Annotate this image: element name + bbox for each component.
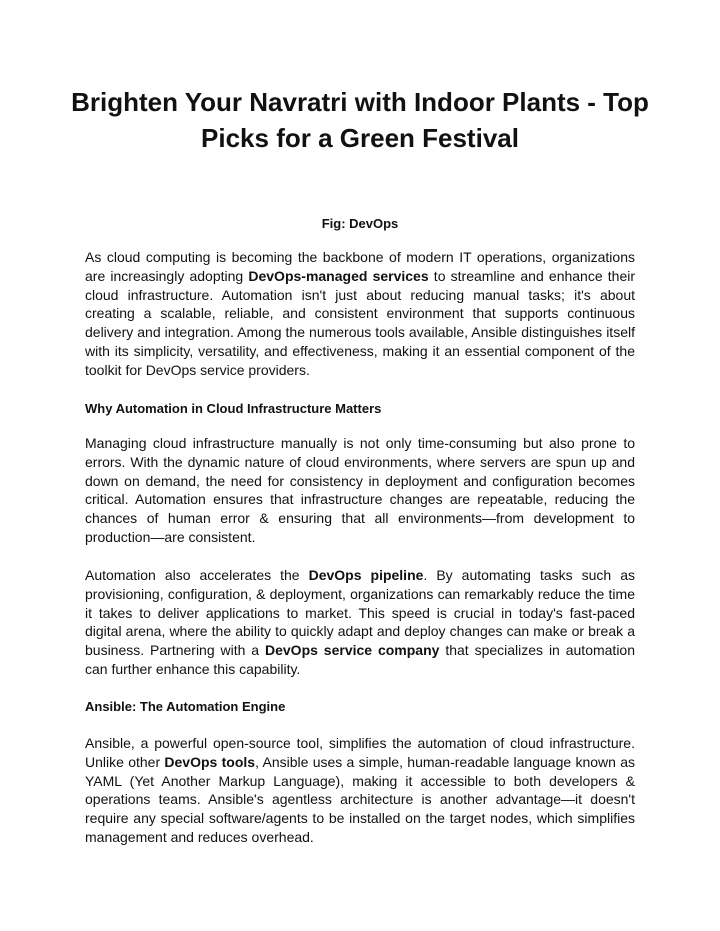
para2-text-1: Automation also accelerates the	[85, 567, 309, 583]
intro-text-2: to streamline and enhance their cloud infrastructure. Automation isn't just about reducing manual tasks; it's about creating a scalable, reliable, and consistent environment that supports continuous delivery and integration. Among the numerous tools available, Ansible distinguishes itself with its simplicity, versatility, and effectiveness, making it an essential component of the toolkit for DevOps service providers.	[85, 267, 636, 378]
ansible-paragraph	[85, 734, 635, 847]
para2-text-3: that specializes in automation can further enhance this capability.	[85, 642, 636, 677]
para2-text-2: . By automating tasks such as provisioning, configuration, & deployment, organizations can remarkably reduce the time it takes to deliver applications to market. This speed is crucial in today's fast-paced digital arena, where the ability to quickly adapt and deploy changes can make or break a business. Partnering with a	[85, 567, 635, 659]
devops-service-company-link[interactable]: DevOps service company	[265, 642, 440, 659]
section-heading-ansible: Ansible: The Automation Engine	[85, 699, 286, 714]
devops-managed-services-link[interactable]: DevOps-managed services	[248, 267, 429, 284]
page-title: Brighten Your Navratri with Indoor Plants - Top Picks for a Green Festival	[71, 87, 649, 153]
devops-tools-link[interactable]: DevOps tools	[164, 753, 256, 770]
intro-paragraph	[85, 248, 635, 380]
intro-text-1: As cloud computing is becoming the backbone of modern IT operations, organizations are increasingly adopting	[85, 249, 635, 284]
ansible-text-2: , Ansible uses a simple, human-readable language known as YAML (Yet Another Markup Language), making it accessible to both developers & operations teams. Ansible's agentless architecture is another advantage—it doesn't require any special software/agents to be installed on the target nodes, which simplifies management and reduces overhead.	[85, 753, 635, 845]
section-heading-automation: Why Automation in Cloud Infrastructure Matters	[85, 401, 382, 416]
automation-paragraph-1: Managing cloud infrastructure manually is not only time-consuming but also prone to errors. With the dynamic nature of cloud environments, where servers are spun up and down on demand, the need for consistency in deployment and configuration becomes critical. Automation ensures that infrastructure changes are repeatable, reducing the chances of human error & ensuring that all environments—from development to production—are consistent.	[85, 435, 635, 545]
ansible-text-1: Ansible, a powerful open-source tool, simplifies the automation of cloud infrastructure. Unlike other	[85, 735, 635, 770]
figure-caption: Fig: DevOps	[321, 216, 399, 231]
automation-paragraph-2	[85, 566, 635, 679]
devops-pipeline-link[interactable]: DevOps pipeline	[308, 567, 424, 583]
